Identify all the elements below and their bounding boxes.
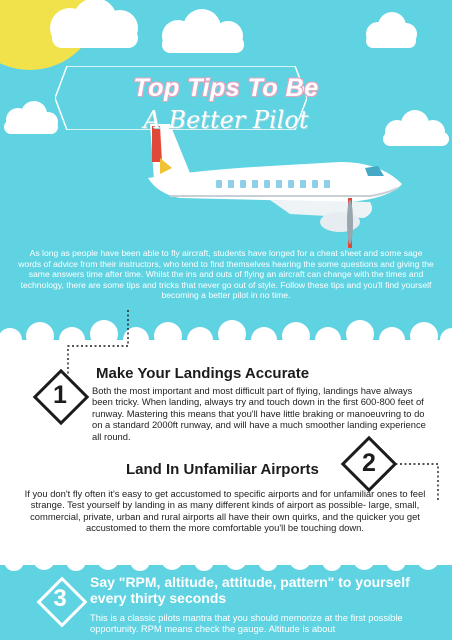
tip-number: 1: [53, 381, 67, 409]
page-title: Top Tips To Be: [133, 74, 319, 102]
cloud-icon: [40, 0, 150, 52]
intro-paragraph: As long as people have been able to fly aircraft, students have longed for a cheat sheet and some sage words of advice from their instructors, who tend to find themselves hearing the some questions and giving the same answers time after time. Whilst the ins and outs of flying an aircraft can change with the times and technology, there are some tips and tricks that never go out of style. Follow these tips and you'll find yourself becoming a better pilot in no time.: [18, 248, 434, 301]
cloud-icon: [358, 8, 422, 52]
tip-heading: Say "RPM, altitude, attitude, pattern" to yourself every thirty seconds: [90, 574, 410, 606]
tip-body: This is a classic pilots mantra that you should memorize at the first possible opportunity. RPM means check the gauge. Altitude is about: [90, 612, 403, 635]
tip-number: 3: [53, 585, 67, 612]
tip-number: 2: [362, 449, 376, 477]
tip-body: Both the most important and most difficult part of flying, landings have always been tricky. When landing, always try and touch down in the first 600-800 feet of runway. Mastering this means that you'll have little braking or manoeuvring to do on a standard 2000ft runway, and will have a much smoother landing experience all round.: [92, 385, 426, 442]
tip-body: If you don't fly often it's easy to get accustomed to specific airports and for unfamiliar ones to feel strange. Test yourself by landing in as many different kinds of airport as possible- large, small, commercial, private, urban and rural airports all have their own quirks, and the quicker you get accustomed to them the more comfortable you'll be touching down.: [24, 488, 426, 534]
tip-heading: Make Your Landings Accurate: [96, 365, 310, 382]
cloud-icon: [150, 8, 260, 56]
tip-heading: Land In Unfamiliar Airports: [126, 461, 319, 478]
airplane-illustration: [140, 118, 410, 248]
page-subtitle: A Better Pilot: [143, 106, 309, 134]
